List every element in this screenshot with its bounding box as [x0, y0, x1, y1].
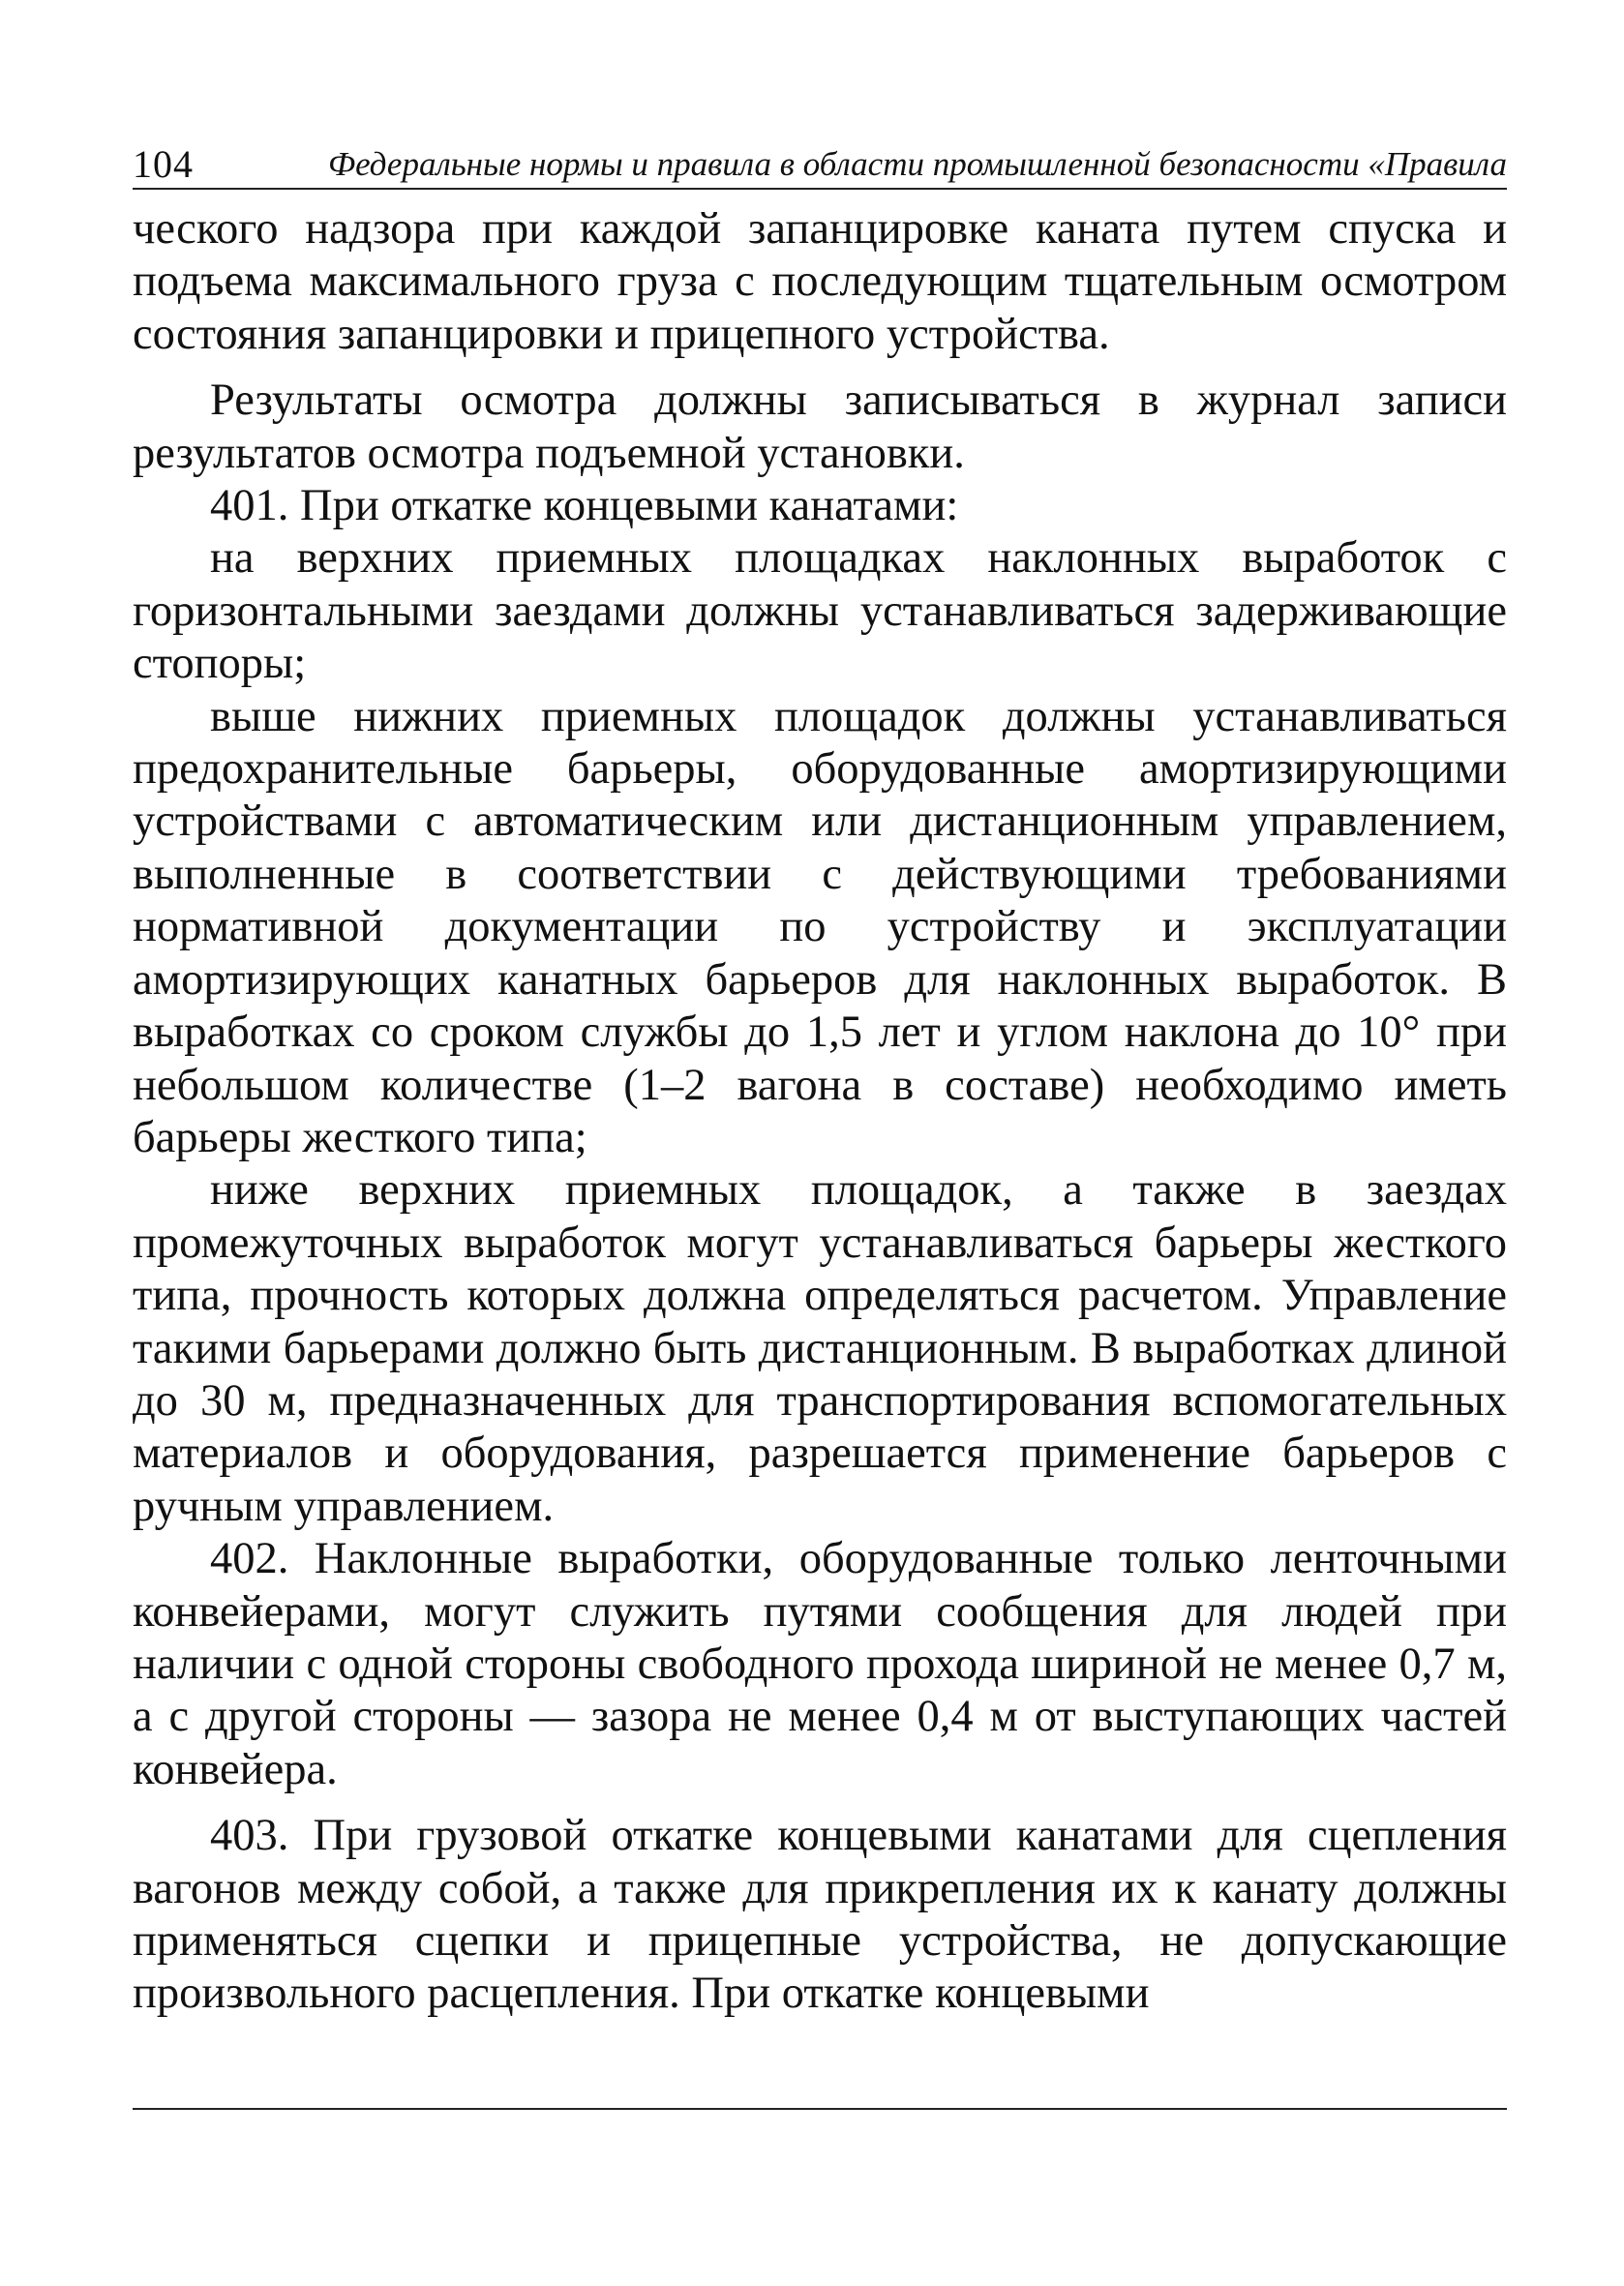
paragraph-401: 401. При откатке концевыми канатами:	[210, 481, 959, 531]
bottom-rule	[133, 2108, 1507, 2110]
paragraph-inspection-results: Результаты осмотра должны записываться в журнал записи результатов осмотра подъемной установки.	[133, 376, 1507, 478]
paragraph-402: 402. Наклонные выработки, оборудованные только ленточными конвейерами, могут служить путями сообщения для людей при наличии с одной стороны свободного прохода шириной не менее 0,7 м, а с другой стороны — зазора не менее 0,4 м от выступающих частей конвейера.	[133, 1534, 1507, 1794]
paragraph-401-upper-platforms: на верхних приемных площадках наклонных выработок с горизонтальными заездами должны устанавливаться задерживающие стопоры;	[133, 533, 1507, 689]
page-header	[133, 134, 1507, 190]
page-number: 104	[133, 142, 194, 186]
paragraph-403: 403. При грузовой откатке концевыми канатами для сцепления вагонов между собой, а также для прикрепления их к канату должны применяться сцепки и прицепные устройства, не допускающие произвольного расцепления. При откатке концевыми	[133, 1811, 1507, 2019]
paragraph-401-lower-platforms: выше нижних приемных площадок должны устанавливаться предохранительные барьеры, оборудованные амортизирующими устройствами с автоматическим или дистанционным управлением, выполненные в соответствии с действующими требованиями нормативной документации по устройству и эксплуатации амортизирующих канатных барьеров для наклонных выработок. В выработках со сроком службы до 1,5 лет и углом наклона до 10° при небольшом количестве (1–2 вагона в составе) необходимо иметь барьеры жесткого типа;	[133, 691, 1507, 1162]
paragraph-continuation: ческого надзора при каждой запанцировке каната путем спуска и подъема максимального груза с последующим тщательным осмотром состояния запанцировки и прицепного устройства.	[133, 204, 1507, 359]
running-head: Федеральные нормы и правила в области промышленной безопасности «Правила	[327, 145, 1507, 183]
paragraph-401-below-upper-platforms: ниже верхних приемных площадок, а также в заездах промежуточных выработок могут устанавливаться барьеры жесткого типа, прочность которых должна определяться расчетом. Управление такими барьерами должно быть дистанционным. В выработках длиной до 30 м, предназначенных для транспортирования вспомогательных материалов и оборудования, разрешается применение барьеров с ручным управлением.	[133, 1165, 1507, 1531]
body-text	[133, 203, 1507, 2021]
